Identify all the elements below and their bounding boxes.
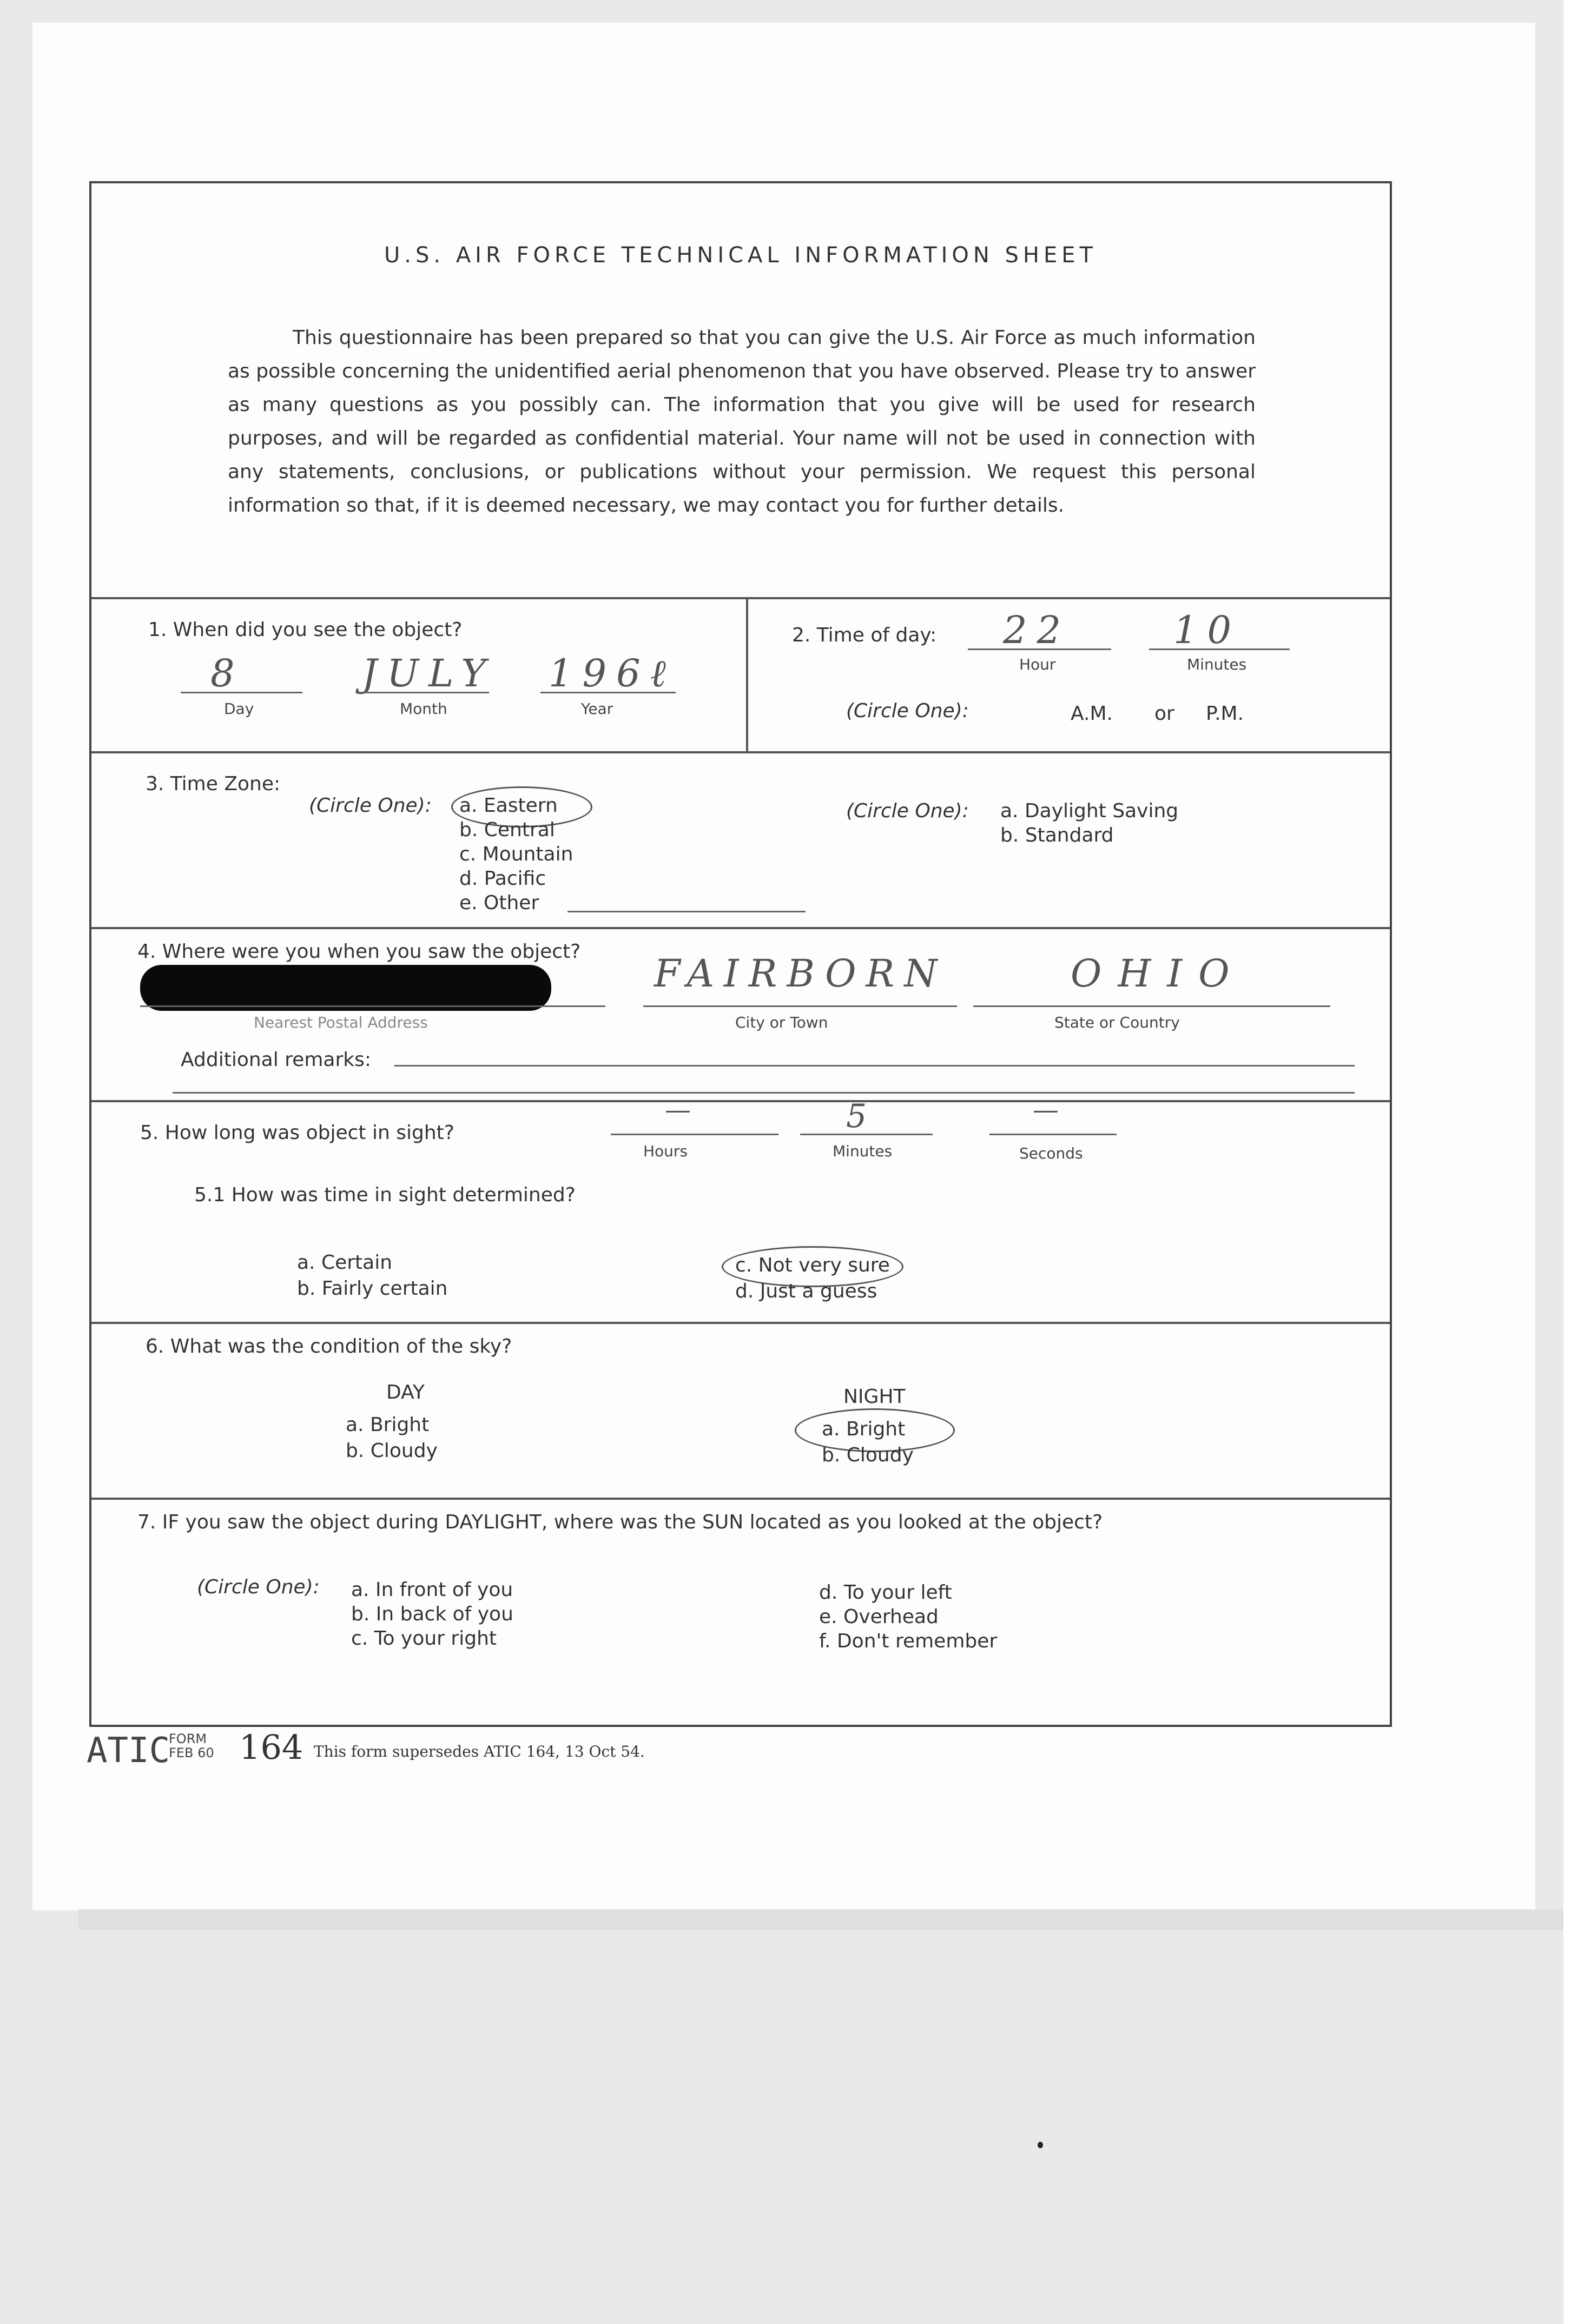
q3-option-central: b. Central	[459, 819, 555, 841]
q5-hours-value: —	[665, 1095, 701, 1125]
q6-night-bright: a. Bright	[822, 1418, 906, 1440]
q2-hour-value: 22	[1003, 608, 1071, 652]
q7-option-back: b. In back of you	[351, 1603, 513, 1625]
q1-year-line	[540, 692, 676, 693]
q2-circle-one: (Circle One):	[846, 700, 969, 722]
q1-month-value: JULY	[362, 651, 496, 696]
scan-edge	[1563, 0, 1584, 2324]
q7-option-front: a. In front of you	[351, 1579, 513, 1601]
q7-option-left: d. To your left	[819, 1581, 952, 1604]
q7-option-right: c. To your right	[351, 1627, 497, 1650]
q3-circle-one: (Circle One):	[309, 794, 432, 817]
q7-option-dont-remember: f. Don't remember	[819, 1630, 998, 1652]
q5-hours-caption: Hours	[643, 1142, 688, 1160]
footer-form-label-2: FEB 60	[169, 1745, 214, 1760]
q5-seconds-line	[989, 1134, 1117, 1135]
q1-day-value: 8	[210, 651, 245, 696]
q5-hours-line	[611, 1134, 778, 1135]
q5-option-just-a-guess: d. Just a guess	[735, 1280, 877, 1302]
q3-option-pacific: d. Pacific	[459, 868, 546, 890]
q2-hour-caption: Hour	[1019, 656, 1056, 673]
q3-other-line	[567, 911, 806, 912]
q4-remarks-label: Additional remarks:	[181, 1049, 371, 1071]
q2-pm: P.M.	[1206, 703, 1244, 725]
footer-atic: ATIC	[87, 1731, 170, 1771]
q5-seconds-caption: Seconds	[1019, 1144, 1083, 1162]
q1-day-caption: Day	[224, 700, 254, 718]
section-time-zone	[91, 751, 1390, 929]
section-duration	[91, 1095, 1390, 1324]
divider	[746, 597, 748, 751]
q4-address-caption: Nearest Postal Address	[254, 1014, 428, 1031]
q3-option-daylight: a. Daylight Saving	[1000, 800, 1179, 822]
q4-city-caption: City or Town	[735, 1014, 828, 1031]
q6-day-cloudy: b. Cloudy	[346, 1440, 438, 1462]
q3-option-mountain: c. Mountain	[459, 843, 573, 865]
q4-state-caption: State or Country	[1054, 1014, 1180, 1031]
q1-year-caption: Year	[581, 700, 613, 718]
footer-form-label	[169, 1732, 214, 1760]
q3-option-other: e. Other	[459, 892, 539, 914]
q1-label: 1. When did you see the object?	[148, 619, 463, 641]
q5-option-fairly-certain: b. Fairly certain	[297, 1277, 448, 1300]
sheet-shadow	[78, 1909, 1566, 1930]
q5-minutes-value: 5	[846, 1097, 877, 1135]
q4-city-value: FAIRBORN	[654, 951, 947, 996]
q2-minutes-value: 10	[1173, 608, 1242, 652]
q3-option-standard: b. Standard	[1000, 824, 1114, 846]
q3-circle-one-b: (Circle One):	[846, 800, 969, 822]
q4-address-line	[140, 1005, 605, 1007]
q4-city-line	[643, 1005, 957, 1007]
q2-minutes-line	[1149, 648, 1290, 650]
footer-form-number: 164	[239, 1727, 303, 1767]
q4-label: 4. Where were you when you saw the object?	[137, 941, 581, 963]
header-section	[91, 183, 1390, 599]
q7-option-overhead: e. Overhead	[819, 1606, 939, 1628]
footer-supersedes: This form supersedes ATIC 164, 13 Oct 54.	[314, 1743, 645, 1760]
q6-night-header: NIGHT	[843, 1386, 906, 1408]
q1-month-line	[359, 692, 489, 693]
q5-minutes-line	[800, 1134, 933, 1135]
q2-am: A.M.	[1071, 703, 1113, 725]
q1-month-caption: Month	[400, 700, 447, 718]
section-location	[91, 927, 1390, 1102]
scan-speck	[1038, 2142, 1043, 2148]
section-date-time	[91, 597, 1390, 753]
q6-day-bright: a. Bright	[346, 1414, 430, 1436]
q2-hour-line	[968, 648, 1111, 650]
q5-option-certain: a. Certain	[297, 1252, 393, 1274]
q5-label: 5. How long was object in sight?	[140, 1122, 454, 1144]
q5-sub-label: 5.1 How was time in sight determined?	[194, 1184, 576, 1206]
redaction-bar	[140, 965, 551, 1011]
q4-state-line	[973, 1005, 1330, 1007]
q5-option-not-very-sure: c. Not very sure	[735, 1254, 890, 1276]
section-sun-position	[91, 1498, 1390, 1725]
q5-seconds-value: —	[1033, 1095, 1068, 1125]
q5-minutes-caption: Minutes	[833, 1142, 893, 1160]
q6-day-header: DAY	[386, 1381, 425, 1403]
q7-circle-one: (Circle One):	[197, 1576, 320, 1598]
q3-label: 3. Time Zone:	[146, 773, 281, 795]
q2-minutes-caption: Minutes	[1187, 656, 1247, 673]
footer-form-label-1: FORM	[169, 1731, 207, 1746]
q2-or: or	[1154, 703, 1174, 725]
intro-paragraph: This questionnaire has been prepared so that you can give the U.S. Air Force as much information as possible concerning the unidentified aerial phenomenon that you have observed. Please try to answer as many questions as you possibly can. The information that you give will be used for research purposes, and will be regarded as confidential material. Your name will not be used in connection with any statements, conclusions, or publications without your permission. We request this personal information so that, if it is deemed necessary, we may contact you for further details.	[228, 327, 1256, 517]
form-title: U.S. AIR FORCE TECHNICAL INFORMATION SHEET	[384, 243, 1097, 268]
q1-day-line	[181, 692, 302, 693]
q4-remarks-line	[394, 1065, 1355, 1067]
q6-label: 6. What was the condition of the sky?	[146, 1335, 512, 1358]
q4-state-value: OHIO	[1071, 951, 1246, 996]
q2-label: 2. Time of day:	[792, 624, 937, 646]
technical-information-form	[89, 181, 1392, 1727]
q3-option-eastern: a. Eastern	[459, 794, 558, 817]
q6-night-cloudy: b. Cloudy	[822, 1444, 914, 1466]
q7-label: 7. IF you saw the object during DAYLIGHT, where was the SUN located as you looked at the object?	[137, 1511, 1103, 1533]
q4-remarks-line-2	[173, 1092, 1355, 1094]
q1-year-value: 196ℓ	[549, 651, 676, 696]
section-sky	[91, 1322, 1390, 1500]
